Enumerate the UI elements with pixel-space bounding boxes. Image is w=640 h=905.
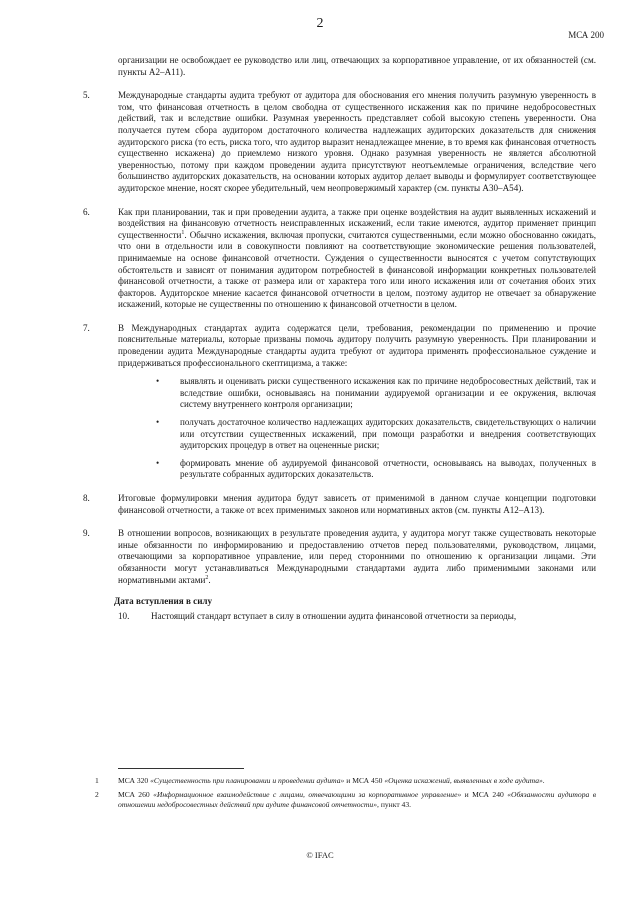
footnote-title: «Информационное взаимодействие с лицами, отвечающими за корпоративное управление» [153, 790, 462, 800]
continuation-text: организации не освобождает ее руководство или лиц, отвечающих за корпоративное управление, от их обязанностей (см. пункты А2–А11). [118, 55, 596, 77]
footnote-text: и МСА 450 [344, 776, 385, 785]
paragraph-number: 6. [83, 206, 90, 217]
paragraph-6 [83, 206, 596, 311]
paragraph-text: В Международных стандартах аудита содержатся цели, требования, рекомендации по применению и прочие пояснительные материалы, которые призваны помочь аудитору получить разумную уверенность. При планировании и проведении аудита Международные стандарты аудита требуют от аудитора применять профессиональное суждение и придерживаться профессионального скептицизма, а также: [118, 322, 596, 368]
bullet-icon: • [156, 417, 160, 428]
footnote-text: и МСА 240 [461, 790, 508, 800]
footnote-title: «Обязанности аудитора в отношении недобросовестных действий при аудите финансовой отчетности» [118, 790, 596, 810]
footnote-text: МСА 320 [118, 776, 151, 785]
bullet-item [156, 417, 596, 452]
footnote-ref[interactable]: 1 [181, 229, 185, 236]
document-body [83, 55, 596, 634]
paragraph-number: 10. [118, 610, 130, 621]
footnote [95, 776, 596, 786]
bullet-text: получать достаточное количество надлежащих аудиторских доказательств, свидетельствующих о наличии или отсутствии существенных искажений, при помощи разработки и внедрения соответствующих аудиторских процедур в ответ на оцененные риски; [180, 417, 596, 451]
bullet-text: формировать мнение об аудируемой финансовой отчетности, основываясь на выводах, полученных в результате собранных аудиторских доказательств. [180, 457, 596, 480]
paragraph-text: Международные стандарты аудита требуют от аудитора для обоснования его мнения получить разумную уверенность в том, что финансовая отчетность в целом свободна от существенного искажения как по причине недобросовестных действий, так и вследствие ошибки. Разумная уверенность представляет собой высокую степень уверенности. Она получается путем сбора аудитором достаточного количества надлежащих аудиторских доказательств для снижения аудиторского риска (то есть, риска того, что аудитор выразит ненадлежащее мнение, в то время как финансовая отчетность существенно искажена) до приемлемо низкого уровня. Однако разумная уверенность не является абсолютной уверенностью, потому при каждом проведении аудита присутствуют неотъемлемые ограничения, вследствие чего большинство аудиторских доказательств, на основании которых аудитор делает выводы и формулирует соответствующее аудиторское мнение, носят скорее убедительный, чем неопровержимый характер (см. пункты А30–А54). [118, 90, 596, 193]
paragraph-number: 5. [83, 90, 90, 101]
bullet-icon: • [156, 376, 160, 387]
paragraph-text: В отношении вопросов, возникающих в результате проведения аудита, у аудитора могут также существовать некоторые иные обязанности по информированию и предоставлению отчетов перед пользователями, руководством, лицами, отвечающими за корпоративное управление, или перед сторонними по отношению к организации лицами. Эти обязанности могут устанавливаться Международными стандартами аудита либо применимыми законами или нормативными актами [118, 528, 596, 585]
footnote [95, 790, 596, 810]
footnotes [95, 776, 596, 815]
paragraph-text: Как при планировании, так и при проведении аудита, а также при оценке воздействия на аудит выявленных искажений и воздействия на финансовую отчетность неисправленных искажений, если такие имеются, аудитор применяет принцип существенности [118, 206, 596, 240]
footnote-text: , пункт 43. [377, 800, 412, 810]
paragraph-text: . [208, 574, 211, 585]
paragraph-number: 7. [83, 322, 90, 333]
footnote-mark: 1 [95, 776, 99, 785]
paragraph-8 [83, 493, 596, 516]
page-number: 2 [316, 16, 324, 31]
bullet-item [156, 458, 596, 481]
document-code: МСА 200 [568, 30, 604, 40]
paragraph-number: 8. [83, 493, 90, 503]
footnote-text: МСА 260 [118, 790, 154, 800]
paragraph-number: 9. [83, 528, 90, 539]
bullet-text: выявлять и оценивать риски существенного искажения как по причине недобросовестных действий, так и вследствие ошибки, основываясь на понимании аудируемой организации и ее окружения, включая систему внутреннего контроля организации; [180, 376, 596, 410]
footnote-ref[interactable]: 2 [205, 574, 209, 581]
page-footer: © IFAC [306, 850, 334, 860]
section-heading: Дата вступления в силу [114, 596, 213, 607]
paragraph-text: Настоящий стандарт вступает в силу в отношении аудита финансовой отчетности за периоды, [151, 610, 517, 621]
paragraph-text: . Обычно искажения, включая пропуски, считаются существенными, если можно обоснованно ожидать, что они в отдельности или в совокупности повлияют на соответствующие экономические решения пользователей, принимаемые на основе финансовой отчетности. Суждения о существенности выносятся с учетом сопутствующих обстоятельств и зависят от понимания аудитором потребностей в финансовой информации конкретных пользователей финансовой отчетности, а также от размера или от характера того или иного искажения или от сочетания обоих этих факторов. Аудиторское мнение касается финансовой отчетности в целом, поэтому аудитор не отвечает за обнаружение искажений, которые не существенны по отношению к финансовой отчетности в целом. [118, 229, 596, 310]
paragraph-10 [118, 610, 596, 623]
paragraph-7 [83, 322, 596, 369]
paragraph-text: Итоговые формулировки мнения аудитора будут зависеть от применимой в данном случае концепции подготовки финансовой отчетности, а также от всех применимых законов или нормативных актов (см. пункты А12–А13). [118, 493, 596, 515]
footnote-mark: 2 [95, 790, 99, 800]
bullet-item [156, 376, 596, 411]
footnote-title: «Существенность при планировании и проведении аудита» [150, 776, 345, 785]
paragraph-9 [83, 528, 596, 586]
footnote-divider [118, 768, 244, 769]
footnote-title: «Оценка искажений, выявленных в ходе аудита». [384, 776, 545, 785]
paragraph-5 [83, 90, 596, 194]
bullet-icon: • [156, 457, 160, 468]
